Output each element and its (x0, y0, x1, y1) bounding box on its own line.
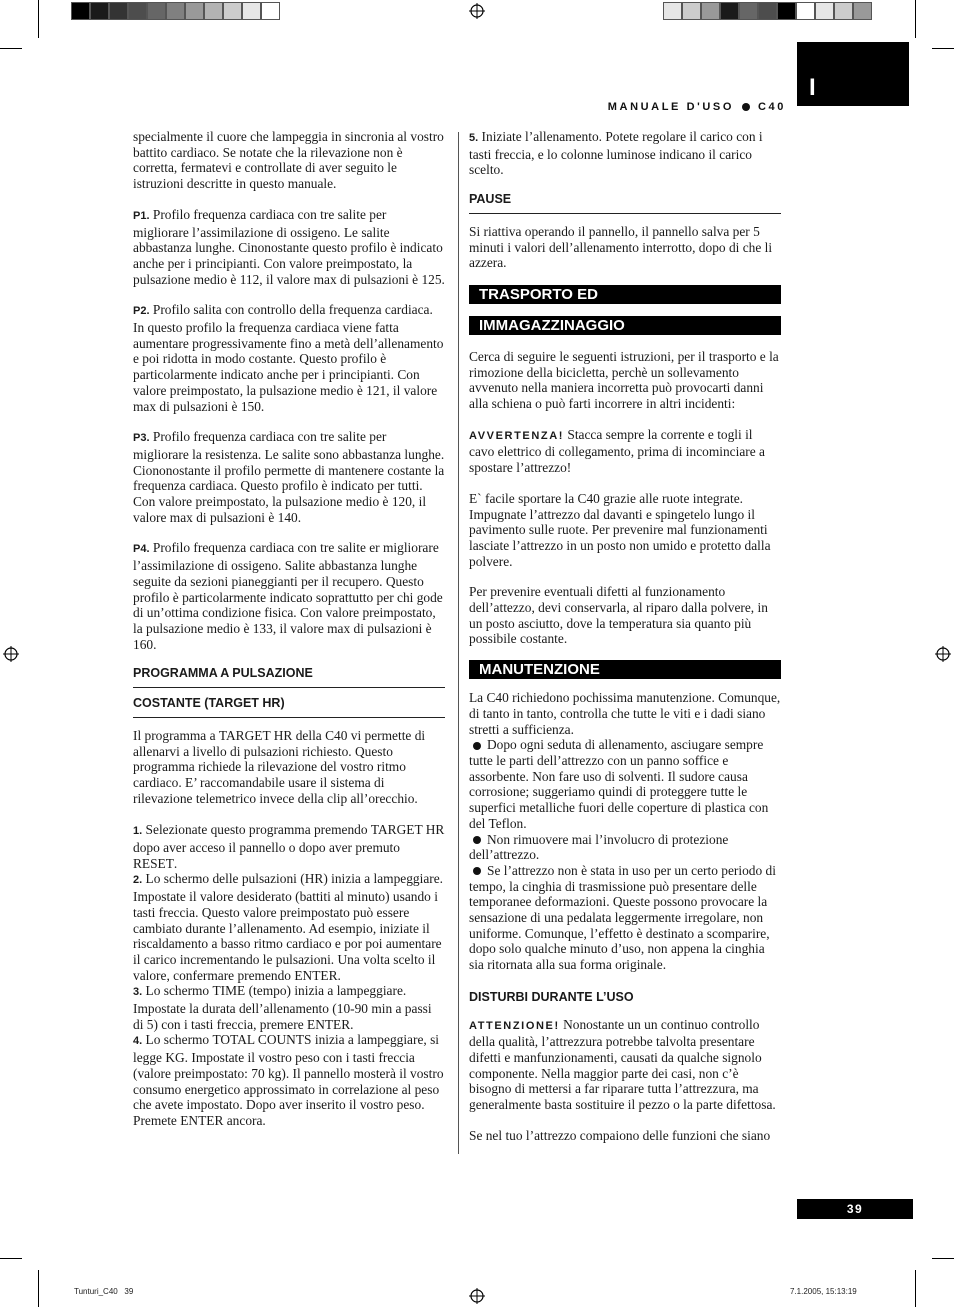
text-run: Nonostante un un continuo controllo della qualità, l’attrezzura potrebbe talvolta presentare difetti e manfunzionamenti, causati da qualche signolo componente. Nella maggior parte dei casi, non c’è bisogno di mettersi a far riparare tutta l’attrezzura, ma generalmente basta sostituire il pezzo o la parte difettosa. (469, 1016, 776, 1113)
running-head-model: C40 (758, 101, 786, 113)
key-name: TIME (212, 983, 246, 999)
section-heading: COSTANTE (TARGET HR) (133, 696, 445, 718)
trasporto-paragraph: E` facile sportare la C40 grazie alle ruote integrate. Impugnate l’attrezzo dal davanti e spingetelo lungo il pavimento sulle ruote. Per prevenire mal funzionamenti lasciate l’attrezzo in un posto non umido e protetto dalla polvere. (469, 490, 771, 569)
color-swatch (128, 2, 147, 20)
right-column (469, 129, 781, 1158)
text-run: Dopo ogni seduta di allenamento, asciugare sempre tutte le parti dell’attrezzo con un panno soffice e assorbente. Non fare uso di solventi. Il sudore causa corrosione; suggeriamo quindi di proteggere tutte le superfici metalliche fuori delle coperture di plastica con del Teflon. (469, 737, 769, 831)
text-run: (tempo) inizia a lampeggiare. Impostate la durata dell’allenamento (10-90 min a passi di 5) con i tasti freccia, premere (133, 983, 432, 1032)
pause-paragraph: Si riattiva operando il pannello, il pannello salva per 5 minuti i valori dell’allenamento interrotto, dopo di che li azzera. (469, 223, 773, 271)
step-number: 2. (133, 874, 143, 887)
step-number: 5. (469, 132, 479, 144)
color-swatch (834, 2, 853, 20)
profile-p3 (133, 429, 445, 525)
color-swatch (758, 2, 777, 20)
color-swatch (739, 2, 758, 20)
text-run: . (337, 967, 341, 983)
color-swatch (185, 2, 204, 20)
color-swatch (109, 2, 128, 20)
crop-mark (915, 0, 916, 38)
profile-p1 (133, 207, 445, 288)
profile-text: Profilo frequenza cardiaca con tre salite per migliorare la resistenza. Le salite sono abbastanza lunghe. Ciononostante il profilo permette di mantenere costante la frequenza cardiaca. Questo profilo è indicato per tutti. Con valore preimpostato, la pulsazione medio è 120, il valore max di pulsazioni è 140. (133, 429, 445, 525)
color-swatch (147, 2, 166, 20)
text-run: Lo schermo (145, 1032, 210, 1048)
key-name: ENTER (294, 967, 338, 983)
registration-mark-icon (935, 646, 951, 662)
text-run: Non rimuovere mai l’involucro di protezione dell’attrezzo. (469, 831, 729, 863)
closing-line: Se nel tuo l’attrezzo compaiono delle funzioni che siano (469, 1127, 771, 1143)
intro-paragraph: specialmente il cuore che lampeggia in sincronia al vostro battito cardiaco. Se notate che la rilevazione non è corretta, fermatevi e controllate di aver seguito le istruzioni descritte in questo manuale. (133, 129, 444, 192)
crop-mark (0, 1258, 22, 1259)
running-head (608, 101, 786, 113)
color-bar-right (663, 2, 872, 20)
step-number: 1. (133, 825, 143, 838)
step-5 (469, 129, 781, 178)
list-item (469, 832, 781, 863)
step-4 (133, 1032, 445, 1128)
profile-label: P1. (133, 209, 150, 222)
key-name: RESET (133, 855, 174, 871)
warning-label: AVVERTENZA! (469, 429, 565, 442)
crop-mark (915, 1270, 916, 1307)
profile-label: P3. (133, 432, 150, 445)
step-number: 4. (133, 1035, 143, 1048)
registration-mark-icon (469, 1288, 485, 1304)
footer-file-info: Tunturi_C40 39 (74, 1287, 134, 1296)
text-run: dopo aver acceso il pannello o dopo aver premuto (133, 840, 400, 856)
color-swatch (720, 2, 739, 20)
color-swatch (242, 2, 261, 20)
color-swatch (261, 2, 280, 20)
crop-mark (38, 1270, 39, 1307)
trasporto-paragraph: Per prevenire eventuali difetti al funzionamento dell’attezzo, devi conservarla, al riparo dalla polvere, in un posto asciutto, dove la temperatura sia quanto più possibile costante. (469, 584, 768, 647)
profile-text: Profilo frequenza cardiaca con tre salite er migliorare l’assimilazione di ossigeno. Salite abbastanza lunghe seguite da sezioni pianeggianti per il recupero. Questo profilo è particolarmente indicato soprattutto per chi gode di un’ottima condizione fisica. Con valore preimpostato, la pulsazione medio è 133, il valore max di pulsazioni è 160. (133, 540, 443, 652)
bullet-dot-icon (742, 103, 750, 111)
text-run: Il programma a (133, 727, 216, 743)
profile-text: Profilo frequenza cardiaca con tre salite per migliorare l’assimilazione di ossigeno. Le salite abbastanza lunghe. Cinonostante questo profilo è indicato anche per i principianti. Con valore preimpostato, la pulsazione medio è 112, il valore max di pulsazioni è 125. (133, 206, 445, 287)
color-swatch (663, 2, 682, 20)
section-heading-pause: PAUSE (469, 192, 781, 214)
list-item (469, 737, 781, 831)
text-run: ancora. (226, 1112, 266, 1128)
registration-mark-icon (469, 3, 485, 19)
text-run: Selezionate questo programma premendo (145, 822, 368, 838)
profile-p2 (133, 302, 445, 414)
key-name: TOTAL COUNTS (212, 1032, 312, 1048)
color-swatch (71, 2, 90, 20)
page-number: 39 (797, 1199, 913, 1219)
key-name: TARGET HR (218, 727, 293, 743)
crop-mark (38, 0, 39, 38)
warning-paragraph (469, 427, 781, 476)
text-run: ) inizia a lampeggiare. Impostate il valore desiderato (battiti al minuto) usando i tasti freccia. Questo valore preimpostato può essere cambiato durante l’allenamento. Ad esempio, iniziate il riscaldamento a basso ritmo cardiaco e por poi aumentare il carico incrementando le pulsazioni. Una volta scelto il valore, confermare premendo (133, 871, 444, 983)
step-1 (133, 822, 445, 871)
profile-label: P4. (133, 543, 150, 556)
color-swatch (166, 2, 185, 20)
text-run: . (350, 1016, 354, 1032)
attention-paragraph (469, 1017, 781, 1113)
crop-mark (932, 1258, 954, 1259)
language-tab (797, 42, 909, 106)
color-swatch (777, 2, 796, 20)
text-run: inizia a lampeggiare, si legge KG. Impostate il vostro peso con i tasti freccia (valore preimpostato: 70 kg). Il pannello mosterà il vostro consumo energetico approssimato in correlazione al peso che avete impostato. Dopo aver inserito il vostro peso. Premete (133, 1032, 444, 1128)
key-name: ENTER (180, 1112, 224, 1128)
section-heading-manutenzione: MANUTENZIONE (469, 660, 781, 679)
running-head-title: MANUALE D'USO (607, 101, 735, 113)
section-heading-disturbi: DISTURBI DURANTE L’USO (469, 989, 634, 1004)
color-swatch (796, 2, 815, 20)
list-item (469, 863, 781, 973)
profile-label: P2. (133, 305, 150, 318)
text-run: Se l’attrezzo non è stata in uso per un certo periodo di tempo, la cinghia di trasmissione può presentare delle temporanee deformazioni. Queste possono provocare la sensazione di una pedalata leggermente irregolare, non uniforme. Comunque, l’effetto è destinato a scomparire, dopo solo qualche minuto d’uso, non appena la cinghia sia ritornata alla sua forma originale. (469, 862, 776, 973)
color-bar-left (71, 2, 280, 20)
step-number: 3. (133, 986, 143, 999)
text-run: Stacca sempre la corrente e togli il cavo elettrico di collegamento, prima di incominciare a spostare l’attrezzo! (469, 426, 765, 476)
color-swatch (204, 2, 223, 20)
color-swatch (682, 2, 701, 20)
registration-mark-icon (3, 646, 19, 662)
color-swatch (853, 2, 872, 20)
column-divider (458, 132, 459, 1154)
section-heading: PROGRAMMA A PULSAZIONE (133, 666, 445, 688)
color-swatch (701, 2, 720, 20)
profile-text: Profilo salita con controllo della frequenza cardiaca. In questo profilo la frequenza cardiaca viene fatta aumentare progressivamente fino a metà dell’allenamento e poi ridotta in modo costante. Questo profilo è particolarmente indicato anche per i principianti. Con valore preimpostato, la pulsazione medio è 121, il valore max di pulsazioni è 150. (133, 302, 444, 414)
text-run: della C40 vi permette di allenarvi a livello di pulsazioni richiesto. Questo programma richiede la rilevazione del vostro ritmo cardiaco. E’ raccomandabile usare il sistema di rilevazione telemetrico invece della clip all’orecchio. (133, 727, 426, 806)
key-name: ENTER (307, 1016, 351, 1032)
text-run: . (173, 855, 178, 871)
text-run: Iniziate l’allenamento. Potete regolare il carico con i tasti freccia, e lo colonne luminose indicano il carico scelto. (469, 129, 763, 178)
section-heading-immagazzinaggio: IMMAGAZZINAGGIO (469, 316, 781, 335)
key-name: TARGET HR (370, 822, 445, 838)
step-3 (133, 983, 445, 1032)
left-column (133, 129, 445, 1129)
crop-mark (932, 48, 954, 49)
footer-timestamp: 7.1.2005, 15:13:19 (790, 1287, 857, 1296)
color-swatch (223, 2, 242, 20)
manutenzione-paragraph: La C40 richiedono pochissima manutenzione. Comunque, di tanto in tanto, controlla che tutte le viti e i dadi siano stretti a sufficienza. (469, 690, 781, 737)
attention-label: ATTENZIONE! (469, 1019, 560, 1032)
text-run: Lo schermo delle pulsazioni ( (145, 871, 305, 887)
trasporto-paragraph: Cerca di seguire le seguenti istruzioni, per il trasporto e la rimozione della bicicletta, perchè un sollevamento avvenuto nella maniera incorretta può provocarti danni alla schiena o può farti incorrere in altri incidenti: (469, 348, 779, 412)
step-2 (133, 871, 445, 983)
bullet-dot-icon (473, 742, 481, 750)
color-swatch (90, 2, 109, 20)
target-hr-paragraph (133, 728, 445, 807)
crop-mark (0, 48, 22, 49)
language-tab-letter: I (809, 74, 816, 101)
section-heading-trasporto: TRASPORTO ED (469, 285, 781, 304)
key-name: HR (304, 871, 324, 887)
bullet-dot-icon (473, 836, 481, 844)
text-run: Lo schermo (145, 983, 210, 999)
profile-p4 (133, 540, 445, 652)
bullet-dot-icon (473, 867, 481, 875)
color-swatch (815, 2, 834, 20)
